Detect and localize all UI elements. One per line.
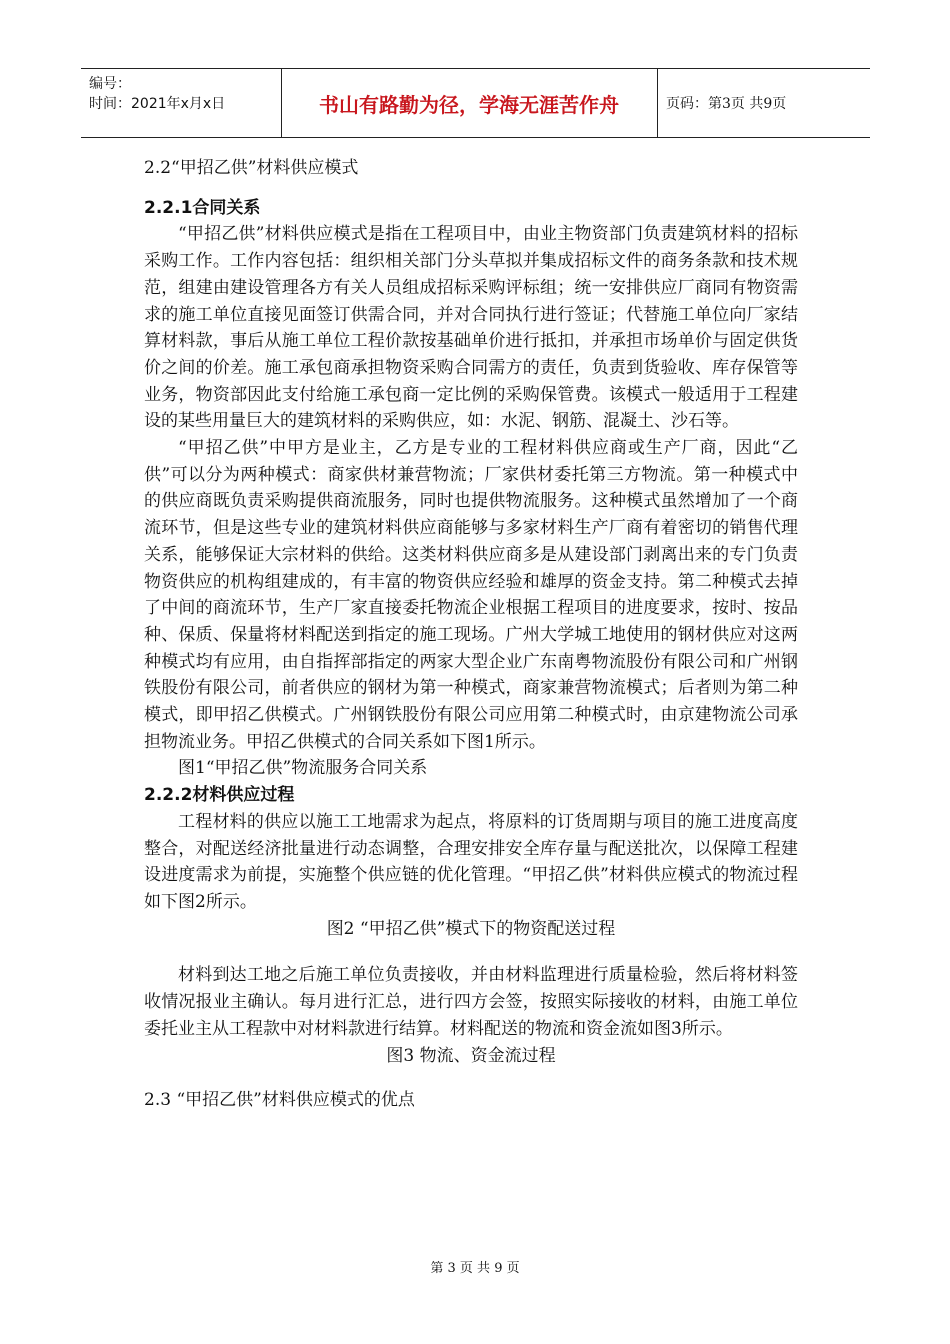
figure-1-caption: 图1“甲招乙供”物流服务合同关系	[178, 758, 428, 779]
section-2-2-1-title: 2.2.1合同关系	[144, 197, 261, 218]
section-2-3-title: 2.3 “甲招乙供”材料供应模式的优点	[144, 1090, 415, 1111]
paragraph-4: 材料到达工地之后施工单位负责接收，并由材料监理进行质量检验，然后将材料签收情况报业主确认。每月进行汇总，进行四方会签，按照实际接收的材料，由施工单位委托业主从工程款中对材料款进行结算。材料配送的物流和资金流如图3所示。	[144, 965, 798, 1039]
header-meta	[81, 69, 282, 137]
section-2-2-2-title: 2.2.2材料供应过程	[144, 785, 295, 806]
date-label: 时间：2021年x月x日	[89, 96, 226, 112]
document-body	[144, 155, 798, 1114]
header-page-info: 页码：第3页 共9页	[666, 96, 787, 112]
number-label: 编号：	[89, 76, 131, 92]
page-footer: 第 3 页 共 9 页	[430, 1261, 520, 1276]
figure-3-caption: 图3 物流、资金流过程	[386, 1045, 556, 1066]
paragraph-3: 工程材料的供应以施工工地需求为起点，将原料的订货周期与项目的施工进度高度整合，对配送经济批量进行动态调整，合理安排安全库存量与配送批次，以保障工程建设进度需求为前提，实施整个供应链的优化管理。“甲招乙供”材料供应模式的物流过程如下图2所示。	[144, 811, 798, 912]
figure-2-caption: 图2 “甲招乙供”模式下的物资配送过程	[326, 918, 616, 939]
section-2-2-title: 2.2“甲招乙供”材料供应模式	[144, 158, 359, 178]
paragraph-2: “甲招乙供”中甲方是业主，乙方是专业的工程材料供应商或生产厂商，因此“乙供”可以分为两种模式：商家供材兼营物流；厂家供材委托第三方物流。第一种模式中的供应商既负责采购提供商流服务，同时也提供物流服务。这种模式虽然增加了一个商流环节，但是这些专业的建筑材料供应商能够与多家材料生产厂商有着密切的销售代理关系，能够保证大宗材料的供给。这类材料供应商多是从建设部门剥离出来的专门负责物资供应的机构组建成的，有丰富的物资供应经验和雄厚的资金支持。第二种模式去掉了中间的商流环节，生产厂家直接委托物流企业根据工程项目的进度要求，按时、按品种、保质、保量将材料配送到指定的施工现场。广州大学城工地使用的钢材供应对这两种模式均有应用，由自指挥部指定的两家大型企业广东南粤物流股份有限公司和广州钢铁股份有限公司，前者供应的钢材为第一种模式，商家兼营物流模式；后者则为第二种模式，即甲招乙供模式。广州钢铁股份有限公司应用第二种模式时，由京建物流公司承担物流业务。甲招乙供模式的合同关系如下图1所示。	[144, 438, 798, 752]
paragraph-1: “甲招乙供”材料供应模式是指在工程项目中，由业主物资部门负责建筑材料的招标采购工作。工作内容包括：组织相关部门分头草拟并集成招标文件的商务条款和技术规范，组建由建设管理各方有关人员组成招标采购评标组；统一安排供应厂商同有物资需求的施工单位直接见面签订供需合同，并对合同执行进行签证；代替施工单位向厂家结算材料款，事后从施工单位工程价款按基础单价进行抵扣，并承担市场单价与固定供货价之间的价差。施工承包商承担物资采购合同需方的责任，负责到货验收、库存保管等业务，物资部因此支付给施工承包商一定比例的采购保管费。该模式一般适用于工程建设的某些用量巨大的建筑材料的采购供应，如：水泥、钢筋、混凝土、沙石等。	[144, 224, 798, 432]
header-motto: 书山有路勤为径，学海无涯苦作舟	[281, 69, 658, 137]
page-header	[81, 68, 870, 138]
